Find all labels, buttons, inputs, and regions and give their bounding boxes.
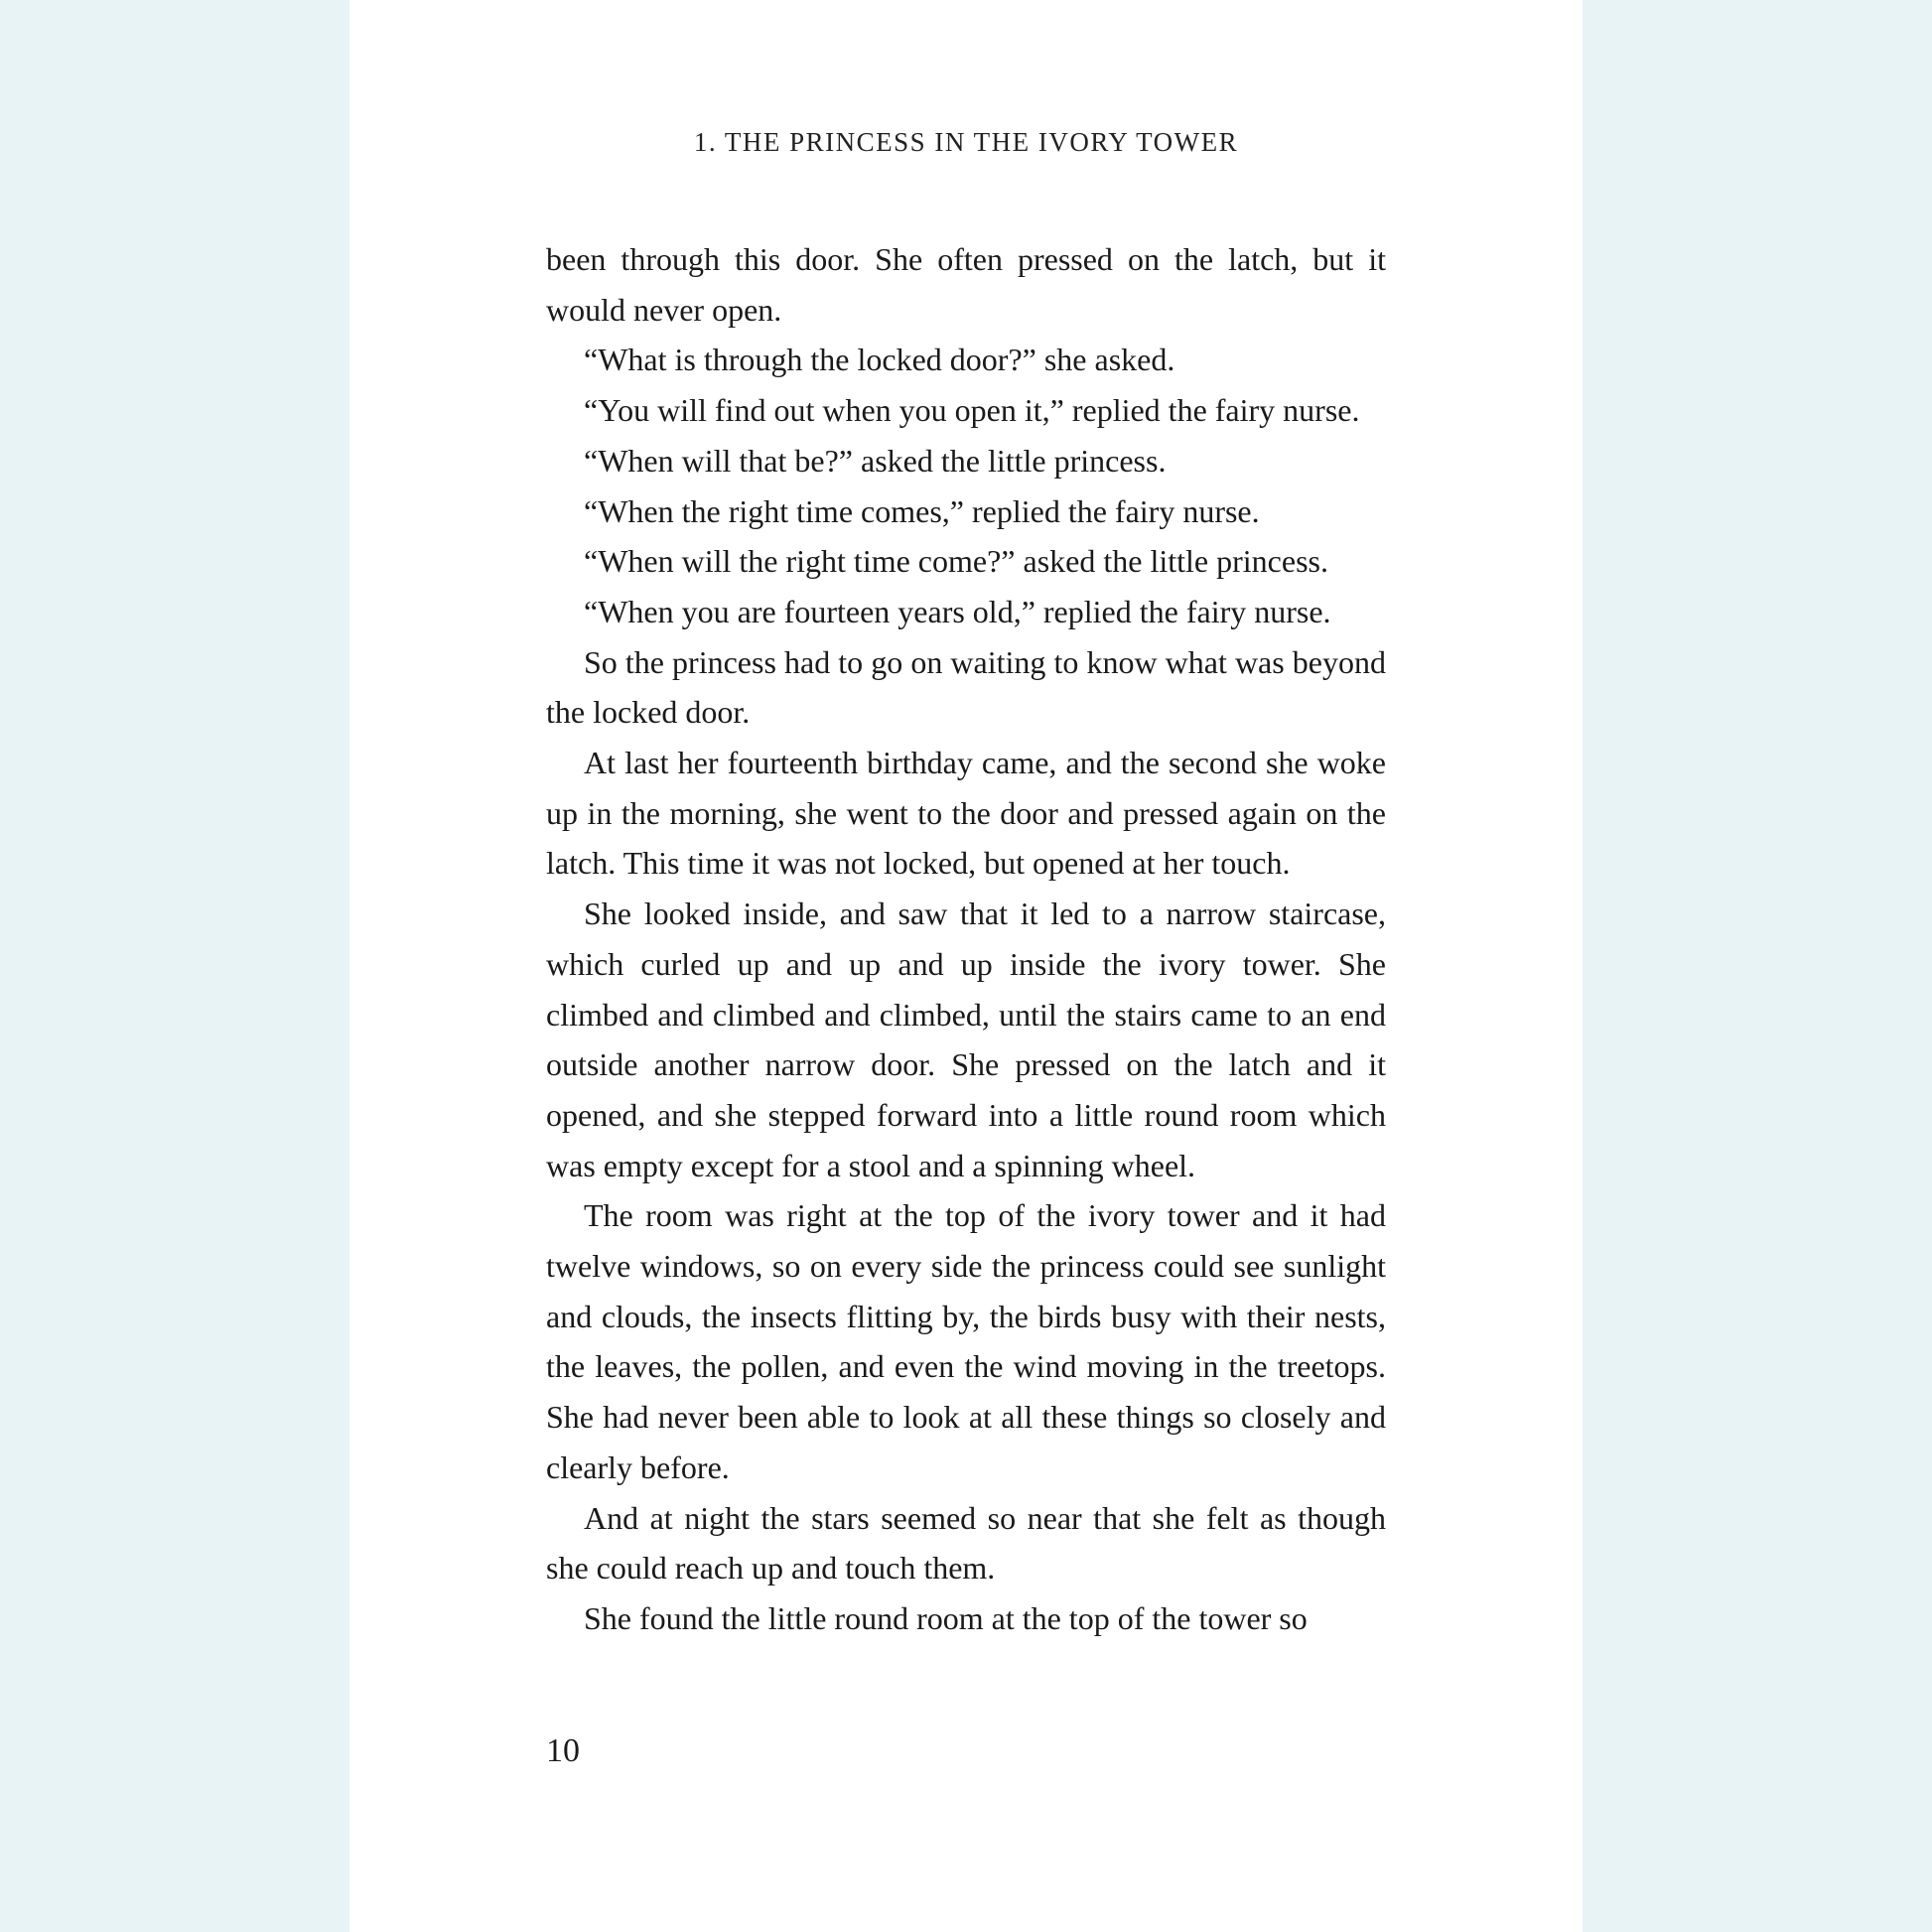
page-number: 10 xyxy=(546,1732,580,1769)
paragraph: “When you are fourteen years old,” replied the fairy nurse. xyxy=(584,593,1331,629)
paragraph: “When the right time comes,” replied the fairy nurse. xyxy=(584,492,1260,529)
paragraph: She looked inside, and saw that it led to a narrow staircase, which curled up and up and up inside the ivory tower. She climbed and climbed and climbed, until the stairs came to an end outside another narrow door. She pressed on the latch and it opened, and she stepped forward into a little round room which was empty except for a stool and a spinning wheel. xyxy=(546,896,1386,1183)
paragraph: The room was right at the top of the ivory tower and it had twelve windows, so on every side the princess could see sunlight and clouds, the insects flitting by, the birds busy with their nests, the leaves, the pollen, and even the wind moving in the treetops. She had never been able to look at all these things so closely and clearly before. xyxy=(546,1197,1386,1485)
paragraph: So the princess had to go on waiting to know what was beyond the locked door. xyxy=(546,643,1386,731)
paragraph: “When will that be?” asked the little princess. xyxy=(584,442,1167,479)
book-page xyxy=(349,0,1583,1932)
paragraph: “You will find out when you open it,” replied the fairy nurse. xyxy=(584,392,1360,429)
paragraph: At last her fourteenth birthday came, and the second she woke up in the morning, she went to the door and pressed again on the latch. This time it was not locked, but opened at her touch. xyxy=(546,745,1386,882)
paragraph: been through this door. She often pressed on the latch, but it would never open. xyxy=(546,241,1386,328)
paragraph: “When will the right time come?” asked the little princess. xyxy=(584,543,1328,580)
body-text xyxy=(546,234,1386,1644)
paragraph: And at night the stars seemed so near that she felt as though she could reach up and touch them. xyxy=(546,1499,1386,1587)
paragraph: “What is through the locked door?” she asked. xyxy=(584,342,1175,378)
running-header: 1. THE PRINCESS IN THE IVORY TOWER xyxy=(693,127,1239,157)
paragraph: She found the little round room at the top of the tower so xyxy=(584,1599,1308,1636)
